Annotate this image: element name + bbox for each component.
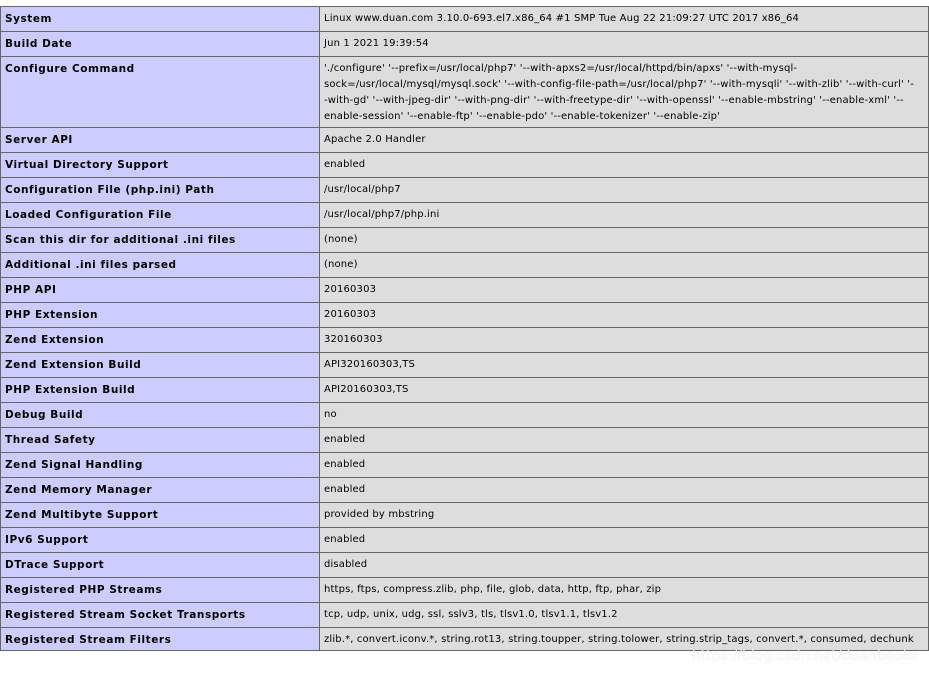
row-key: PHP API [1,278,320,303]
table-row [1,303,929,328]
row-value: enabled [320,153,929,178]
table-row [1,528,929,553]
row-value: no [320,403,929,428]
row-key: Build Date [1,32,320,57]
table-row [1,378,929,403]
row-key: PHP Extension [1,303,320,328]
row-key: Configuration File (php.ini) Path [1,178,320,203]
row-key: IPv6 Support [1,528,320,553]
table-row [1,603,929,628]
table-row [1,7,929,32]
row-value: enabled [320,453,929,478]
row-value: /usr/local/php7 [320,178,929,203]
row-key: Zend Extension [1,328,320,353]
row-key: Registered Stream Socket Transports [1,603,320,628]
row-key: Registered PHP Streams [1,578,320,603]
row-value: 20160303 [320,278,929,303]
row-key: Zend Memory Manager [1,478,320,503]
row-value: Jun 1 2021 19:39:54 [320,32,929,57]
table-row [1,128,929,153]
row-value: (none) [320,253,929,278]
row-key: Virtual Directory Support [1,153,320,178]
row-key: Loaded Configuration File [1,203,320,228]
row-key: Server API [1,128,320,153]
table-row [1,32,929,57]
table-row [1,178,929,203]
table-row [1,353,929,378]
row-value: API320160303,TS [320,353,929,378]
row-value: enabled [320,478,929,503]
table-row [1,478,929,503]
row-key: Zend Extension Build [1,353,320,378]
row-value: API20160303,TS [320,378,929,403]
row-value: 320160303 [320,328,929,353]
row-key: Configure Command [1,57,320,128]
row-key: Registered Stream Filters [1,628,320,651]
watermark-text: https://blog.csdn.net/duanbaoke [691,648,919,664]
row-value: provided by mbstring [320,503,929,528]
table-row [1,503,929,528]
table-row [1,628,929,651]
row-value: tcp, udp, unix, udg, ssl, sslv3, tls, tlsv1.0, tlsv1.1, tlsv1.2 [320,603,929,628]
row-key: Debug Build [1,403,320,428]
row-key: Zend Signal Handling [1,453,320,478]
table-row [1,578,929,603]
row-value: './configure' '--prefix=/usr/local/php7' '--with-apxs2=/usr/local/httpd/bin/apxs' '--with-mysql-sock=/usr/local/mysql/mysql.sock' '--with-config-file-path=/usr/local/php7' '--with-mysqli' '--with-zlib' '--with-curl' '--with-gd' '--with-jpeg-dir' '--with-png-dir' '--with-freetype-dir' '--with-openssl' '--enable-mbstring' '--enable-xml' '--enable-session' '--enable-ftp' '--enable-pdo' '--enable-tokenizer' '--enable-zip' [320,57,929,128]
row-key: Additional .ini files parsed [1,253,320,278]
row-value: enabled [320,528,929,553]
row-value: https, ftps, compress.zlib, php, file, glob, data, http, ftp, phar, zip [320,578,929,603]
table-row [1,253,929,278]
table-row [1,403,929,428]
row-key: DTrace Support [1,553,320,578]
table-row [1,57,929,128]
row-key: System [1,7,320,32]
phpinfo-table [0,6,929,651]
row-key: Scan this dir for additional .ini files [1,228,320,253]
table-row [1,228,929,253]
table-row [1,553,929,578]
row-key: Thread Safety [1,428,320,453]
row-value: disabled [320,553,929,578]
table-row [1,428,929,453]
row-key: Zend Multibyte Support [1,503,320,528]
row-value: zlib.*, convert.iconv.*, string.rot13, string.toupper, string.tolower, string.strip_tags, convert.*, consumed, dechunk [320,628,929,651]
table-row [1,453,929,478]
table-row [1,203,929,228]
row-value: Linux www.duan.com 3.10.0-693.el7.x86_64 #1 SMP Tue Aug 22 21:09:27 UTC 2017 x86_64 [320,7,929,32]
table-row [1,278,929,303]
row-value: (none) [320,228,929,253]
row-value: /usr/local/php7/php.ini [320,203,929,228]
row-value: Apache 2.0 Handler [320,128,929,153]
table-row [1,153,929,178]
row-value: enabled [320,428,929,453]
row-value: 20160303 [320,303,929,328]
table-row [1,328,929,353]
row-key: PHP Extension Build [1,378,320,403]
